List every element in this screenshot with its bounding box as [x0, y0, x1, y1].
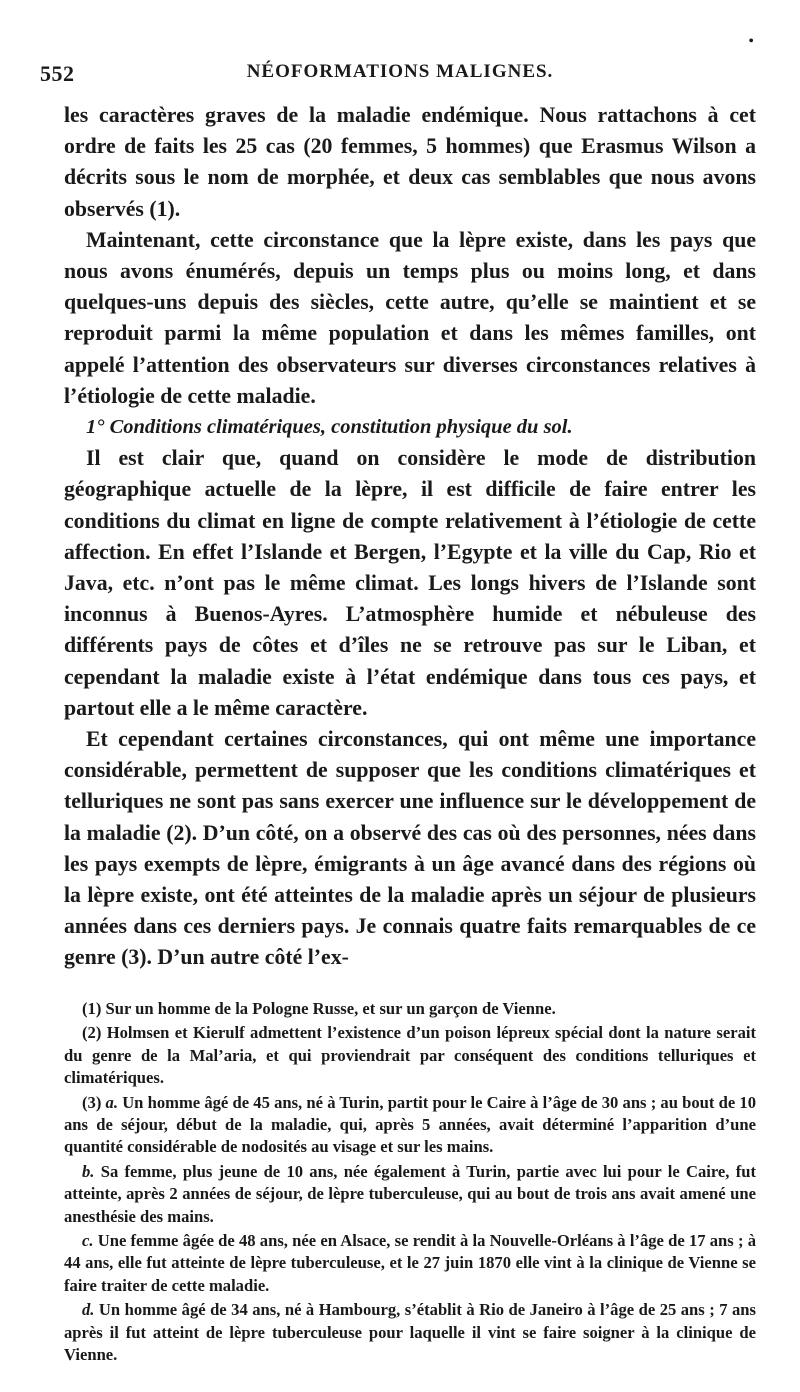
paragraph-1: les caractères graves de la maladie endémique. Nous rattachons à cet ordre de faits les 25 cas (20 femmes, 5 hommes) que Erasmus Wilson a décrits sous le nom de morphée, et deux cas semblables que nous avons observés (1).	[64, 103, 756, 221]
footnote-3-marker: (3)	[82, 1092, 106, 1112]
main-text	[64, 100, 756, 974]
page-number: 552	[40, 61, 75, 86]
footnote-3b	[64, 1161, 756, 1228]
footnote-3d	[64, 1299, 756, 1366]
footnote-3d-text: Un homme âgé de 34 ans, né à Hambourg, s’établit à Rio de Janeiro à l’âge de 25 ans ; 7 ans après il fut atteint de lèpre tuberculeuse pour laquelle il vint se faire soigner à la clinique de Vienne.	[64, 1300, 756, 1365]
footnote-3c-letter: c.	[82, 1231, 94, 1251]
page-header	[40, 33, 760, 93]
corner-mark: •	[748, 33, 754, 50]
paragraph-3: Il est clair que, quand on considère le mode de distribution géographique actuelle de la lèpre, il est difficile de faire entrer les conditions du climat en ligne de compte relativement à l’étiologie de cette affection. En effet l’Islande et Bergen, l’Egypte et la ville du Cap, Rio et Java, etc. n’ont pas le même climat. Les longs hivers de l’Islande sont inconnus à Buenos-Ayres. L’atmosphère humide et nébuleuse des différents pays de côtes et d’îles ne se retrouve pas sur le Liban, et cependant la maladie existe à l’état endémique dans tous ces pays, et partout elle a le même caractère.	[64, 446, 756, 720]
footnote-3a	[64, 1092, 756, 1159]
section-heading: 1° Conditions climatériques, constitution physique du sol.	[86, 416, 573, 439]
paragraph-4: Et cependant certaines circonstances, qui ont même une importance considérable, permettent de supposer que les conditions climatériques et telluriques ne sont pas sans exercer une influence sur le développement de la maladie (2). D’un côté, on a observé des cas où des personnes, nées dans les pays exempts de lèpre, émigrants à un âge avancé dans des régions où la lèpre existe, ont été atteintes de la maladie après un séjour de plusieurs années dans ces derniers pays. Je connais quatre faits remarquables de ce genre (3). D’un autre côté l’ex-	[64, 727, 756, 970]
footnote-2: (2) Holmsen et Kierulf admettent l’existence d’un poison lépreux spécial dont la nature serait du genre de la Mal’aria, et qui proviendrait par conséquent des conditions telluriques et climatériques.	[64, 1023, 756, 1088]
footnote-3b-text: Sa femme, plus jeune de 10 ans, née également à Turin, partie avec lui pour le Caire, fut atteinte, après 2 années de séjour, de lèpre tuberculeuse, qui au bout de trois ans avait amené une anesthésie des mains.	[64, 1161, 756, 1226]
footnote-3c	[64, 1230, 756, 1297]
footnote-3a-letter: a.	[105, 1092, 118, 1112]
footnote-3c-text: Une femme âgée de 48 ans, née en Alsace, se rendit à la Nouvelle-Orléans à l’âge de 17 ans ; à 44 ans, elle fut atteinte de lèpre tuberculeuse, et le 27 juin 1870 elle vint à la clinique de Vienne se faire traiter de cette maladie.	[64, 1231, 756, 1295]
footnote-3d-letter: d.	[82, 1300, 95, 1320]
running-title: NÉOFORMATIONS MALIGNES.	[246, 61, 554, 82]
paragraph-2: Maintenant, cette circonstance que la lèpre existe, dans les pays que nous avons énumérés, depuis un temps plus ou moins long, et dans quelques-uns depuis des siècles, cette autre, qu’elle se maintient et se reproduit parmi la même population et dans les mêmes familles, ont appelé l’attention des observateurs sur diverses circonstances relatives à l’étiologie de cette maladie.	[64, 227, 756, 408]
footnote-1: (1) Sur un homme de la Pologne Russe, et sur un garçon de Vienne.	[82, 999, 556, 1018]
footnotes	[64, 998, 756, 1369]
footnote-3b-letter: b.	[82, 1161, 95, 1181]
footnote-3a-text: Un homme âgé de 45 ans, né à Turin, partit pour le Caire à l’âge de 30 ans ; au bout de 10 ans de séjour, début de la maladie, qui, après 5 années, avait déterminé l’apparition d’une quantité considérable de nodosités au visage et sur les mains.	[64, 1092, 756, 1157]
